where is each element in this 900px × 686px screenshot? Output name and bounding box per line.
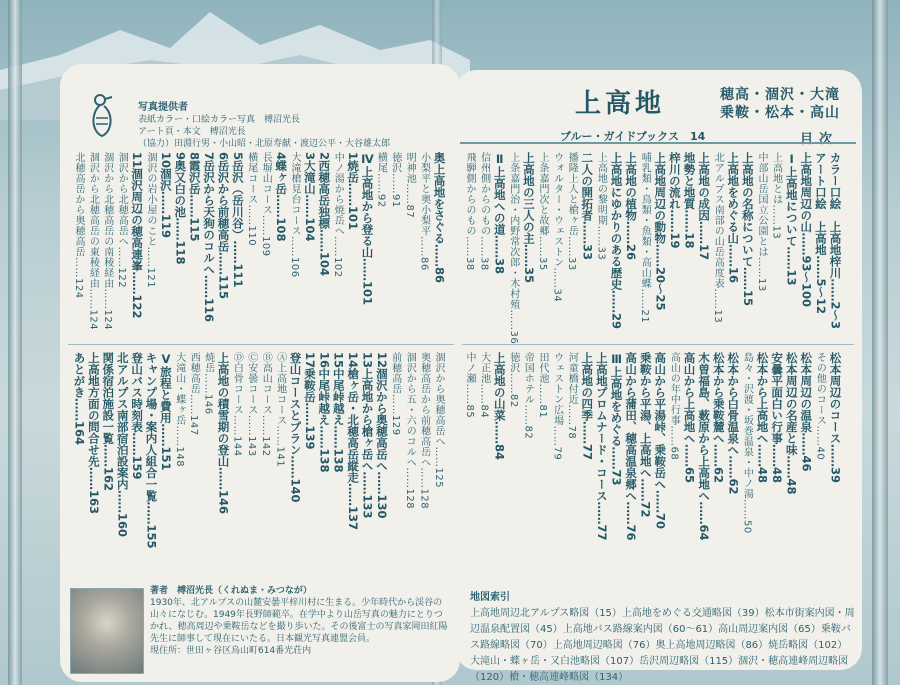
toc-entry: 島々・沢渡・坂巻温泉・中ノ湯……50 [741, 352, 753, 534]
toc-entry: 徳沢……91 [389, 152, 401, 208]
toc-entry: 地勢と地質……18 [682, 152, 697, 249]
divider [462, 344, 854, 345]
toc-entry: 帝国ホテル……82 [522, 352, 534, 440]
toc-entry: 上高地の積雪期の登山……146 [216, 352, 231, 515]
toc-entry: 上高地周辺の山……93〜100 [799, 152, 814, 308]
toc-entry: 3大滝山……104 [302, 152, 317, 242]
toc-entry: 哺乳類・鳥類・魚類・高山蝶……21 [639, 152, 651, 324]
series-name: ブルー・ガイドブックス 14 [560, 130, 706, 143]
toc-entry: 焼岳……146 [202, 352, 214, 415]
author-name: 著者 榑沼光長（くれぬま・みつなが） [150, 586, 312, 596]
toc-entry: 15中尾峠越え……138 [331, 352, 346, 473]
tree-trunk [8, 0, 22, 685]
toc-entry: 涸沢から北穂高岳の東稜経由……124 [87, 152, 99, 331]
toc-entry: キャンプ場・案内人組合一覧……155 [144, 352, 159, 549]
map-index [470, 590, 855, 686]
toc-entry: 10涸沢……119 [158, 152, 173, 239]
toc-entry: 田代池……81 [537, 352, 548, 419]
toc-entry: 小梨平と奥小梨平……86 [418, 152, 430, 271]
toc-entry: あとがき……164 [72, 352, 87, 446]
toc-entry: Ⅲ上高地をめぐる……73 [609, 352, 624, 486]
toc-entry: 上条嘉門治・内野常次郎・木村殖……36 [507, 152, 519, 345]
toc-entry: 上高地の山菜……84 [492, 352, 507, 461]
toc-entry: 14槍ヶ岳・北穂高岳縦走……137 [346, 352, 361, 531]
toc-entry: 飛騨側からのもの……38 [464, 152, 475, 271]
toc-entry: 涸沢から北穂高岳へ……122 [116, 152, 128, 289]
toc-entry: 二人の開拓者……33 [580, 152, 595, 261]
toc-entry: 高山から平湯峠、乗鞍岳へ……70 [653, 352, 668, 530]
toc-entry: Ⓑ高山コース……142 [260, 352, 272, 457]
author-address: 現住所：世田ヶ谷区烏山町614番光荘内 [150, 646, 312, 656]
toc-entry: 中ノ湯から焼岳へ……102 [332, 152, 344, 278]
credits-line: アート頁・本文 榑沼光長 [138, 127, 246, 137]
toc-entry: Ⅰ上高地について……13 [784, 152, 799, 286]
credits-line: （協力）田淵行男・小山昭・北原寿献・渡辺公平・大谷雄太郎 [138, 139, 391, 149]
toc-entry: 1焼岳……101 [346, 152, 361, 231]
toc-entry: 上高地方面の問合せ先……163 [86, 352, 101, 515]
toc-entry: 9奥又白の池……118 [173, 152, 188, 265]
toc-entry: 7岳沢から天狗のコルへ……116 [202, 152, 217, 323]
toc-entry: 17乗鞍岳……139 [302, 352, 317, 450]
toc-entry: ウェストン広場……79 [551, 352, 563, 461]
toc-entry: 高山の年中行事……68 [668, 352, 680, 461]
toc-entry: その他のコース……40 [814, 352, 826, 461]
toc-entry: 上高地の成因……17 [697, 152, 712, 261]
toc-entry: 登山コースとプラン……140 [288, 352, 303, 503]
toc-entry: 涸沢から奥穂高岳へ……125 [433, 352, 444, 489]
credits-line: 表紙カラー・口絵カラー写真 榑沼光長 [138, 115, 301, 125]
toc-entry: 大滝山・蝶ヶ岳……148 [173, 352, 185, 468]
toc-entry: 上高地の四季……77 [580, 352, 595, 461]
toc-entry: 上条嘉門次と故郷……35 [537, 152, 548, 271]
toc-entry: 長塀山コース……109 [260, 152, 272, 257]
toc-entry: 河童橋付近……78 [566, 352, 578, 440]
toc-entry: 中ノ瀬……85 [464, 352, 475, 419]
divider [460, 142, 856, 144]
toc-entry: 北アルプス南部宿泊設案内……160 [115, 352, 130, 538]
toc-entry: 北穂高岳から奥穂高岳……124 [73, 152, 84, 299]
toc-entry: 上高地の黎明期……33 [595, 152, 607, 261]
toc-entry: 木曽福島、薮原から上高地へ……64 [697, 352, 712, 541]
toc-entry: ウォルター・ウェストン……34 [551, 152, 563, 303]
toc-entry: 16中尾峠越え……138 [317, 352, 332, 473]
toc-entry: 上高地の植物……26 [624, 152, 639, 261]
toc-entry: 上高地をめぐる山……16 [726, 152, 741, 284]
toc-entry: 松本周辺の名産と味……48 [784, 352, 799, 495]
author-info [150, 585, 450, 657]
toc-entry: 上高地にゆかりのある歴史……29 [609, 152, 624, 330]
toc-entry: カラー口絵 上高地梓川……2〜3 [828, 152, 843, 330]
map-index-body: 上高地周辺北アルプス略図（15）上高地をめぐる交通略図（39）松本市街案内図・周辺温泉配置図（45）上高地バス路線案内図（60〜61）高山周辺案内図（65）乗鞍バス路線略図（70）上高地周辺略図（76）奥上高地周辺略図（86）焼岳略図（102）大滝山・蝶ヶ岳・又白池略図（107）岳沢周辺略図（115）涸沢・穂高連峰周辺略図（120）槍・穂高連峰略図（134） [470, 608, 855, 683]
toc-entry: 上高地の名称について……15 [740, 152, 755, 307]
divider [68, 344, 454, 345]
toc-entry: 6岳沢から前穂高岳……115 [216, 152, 231, 300]
toc-entry: Ⅴ旅程と費用……151 [158, 352, 173, 471]
toc-entry: 松本から上高地へ……48 [755, 352, 770, 484]
toc-entry: 5岳沢（岳川谷）……111 [230, 152, 245, 288]
toc-entry: 奥穂高岳から前穂高岳へ……128 [418, 352, 430, 510]
toc-entry: 2西穂高岳独標……104 [317, 152, 332, 277]
toc-entry: 11涸沢周辺の穂高連峯……122 [130, 152, 145, 319]
toc-entry: 大正池……84 [478, 352, 490, 419]
toc-entry: Ⓐ上高地コース……141 [274, 352, 286, 468]
toc-entry: 涸沢から北穂高岳の南稜経由……124 [101, 152, 113, 331]
toc-entry: 高山から上高地へ……65 [682, 352, 697, 484]
toc-entry: 播隆上人と槍ヶ岳……33 [566, 152, 578, 271]
author-bio: 1930年、北アルプスの山麓安曇平梓川村に生まる。少年時代から渓谷の山々になじむ。1949年長野師範卒。在学中より山岳写真の魅力にとりつかれ、穂高周辺や乗鞍岳などを撮り歩いた。その後富士の写真家岡田紅陽先生に師事して現在にいたる。日本観光写真連盟会員。 [150, 598, 448, 644]
toc-entry: 中部山岳国立公園とは……13 [756, 152, 767, 292]
tree-trunk [872, 0, 888, 685]
toc-entry: 涸沢の岩小屋のこと……121 [145, 152, 156, 289]
toc-heading: 目次 [800, 132, 839, 147]
toc-entry: Ⓒ安曇コース……143 [245, 352, 257, 457]
subtitle: 乗鞍・松本・高山 [720, 105, 840, 121]
toc-entry: 北アルプス南部の山岳高度表……13 [712, 152, 724, 324]
toc-entry: 上高地の三人の主……35 [521, 152, 536, 284]
toc-entry: 西穂高岳……147 [188, 352, 200, 436]
toc-entry: 松本周辺のコース……39 [828, 352, 843, 484]
toc-entry: 安曇平面白い行事……48 [770, 352, 785, 484]
toc-entry: 8霞沢岳……115 [187, 152, 202, 242]
toc-entry: 13上高地から槍ヶ岳へ……133 [360, 352, 375, 519]
toc-entry: 上高地とは……13 [770, 152, 782, 240]
toc-entry: 4蝶ヶ岳……108 [274, 152, 289, 242]
map-index-title: 地図索引 [470, 592, 510, 603]
toc-entry: 上高地プロムナード・コース……77 [594, 352, 609, 541]
credits-heading: 写真提供者 [138, 102, 188, 113]
subtitle: 穂高・涸沢・大滝 [720, 87, 840, 103]
toc-entry: 徳沢……82 [507, 352, 519, 408]
toc-entry: 奥上高地をさぐる……86 [432, 152, 447, 284]
page-title: 上高地 [575, 89, 666, 119]
toc-entry: 横尾コース……110 [245, 152, 257, 247]
toc-entry: 乗鞍から平湯、上高地へ……72 [638, 352, 653, 518]
toc-entry: Ⅱ上高地への道……38 [492, 152, 507, 275]
toc-entry: 上高地周辺の動物……20〜25 [653, 152, 668, 311]
toc-entry: 高山から蒲田、穂高温泉郷へ……76 [624, 352, 639, 541]
toc-entry: 梓川の流れ……19 [667, 152, 682, 249]
toc-entry: 登山バス時刻表……159 [130, 352, 145, 480]
toc-entry: 前穂高岳……129 [389, 352, 401, 436]
toc-entry: 松本から乗鞍麓へ……62 [711, 352, 726, 484]
toc-entry: 松本周辺の温泉……46 [799, 352, 814, 472]
toc-entry: 関係宿泊施設一覧……162 [101, 352, 116, 492]
toc-entry: 涸沢から五・六のコルへ……128 [404, 352, 416, 510]
toc-entry: Ⓓ白骨コース……144 [231, 352, 243, 457]
toc-entry: Ⅳ上高地から登る山……101 [360, 152, 375, 306]
toc-entry: 12涸沢から奥穂高岳へ……130 [374, 352, 389, 519]
bird-logo-icon [86, 92, 120, 142]
toc-entry: 松本から白骨温泉へ……62 [726, 352, 741, 495]
toc-entry: 信州側からのもの……38 [478, 152, 490, 271]
toc-entry: 明神池……87 [404, 152, 416, 219]
toc-entry: 横尾……92 [375, 152, 387, 208]
author-photo [70, 588, 144, 674]
toc-entry: アート口絵 上高地……5〜12 [813, 152, 828, 315]
toc-entry: 大滝槍見台コース……106 [289, 152, 300, 278]
